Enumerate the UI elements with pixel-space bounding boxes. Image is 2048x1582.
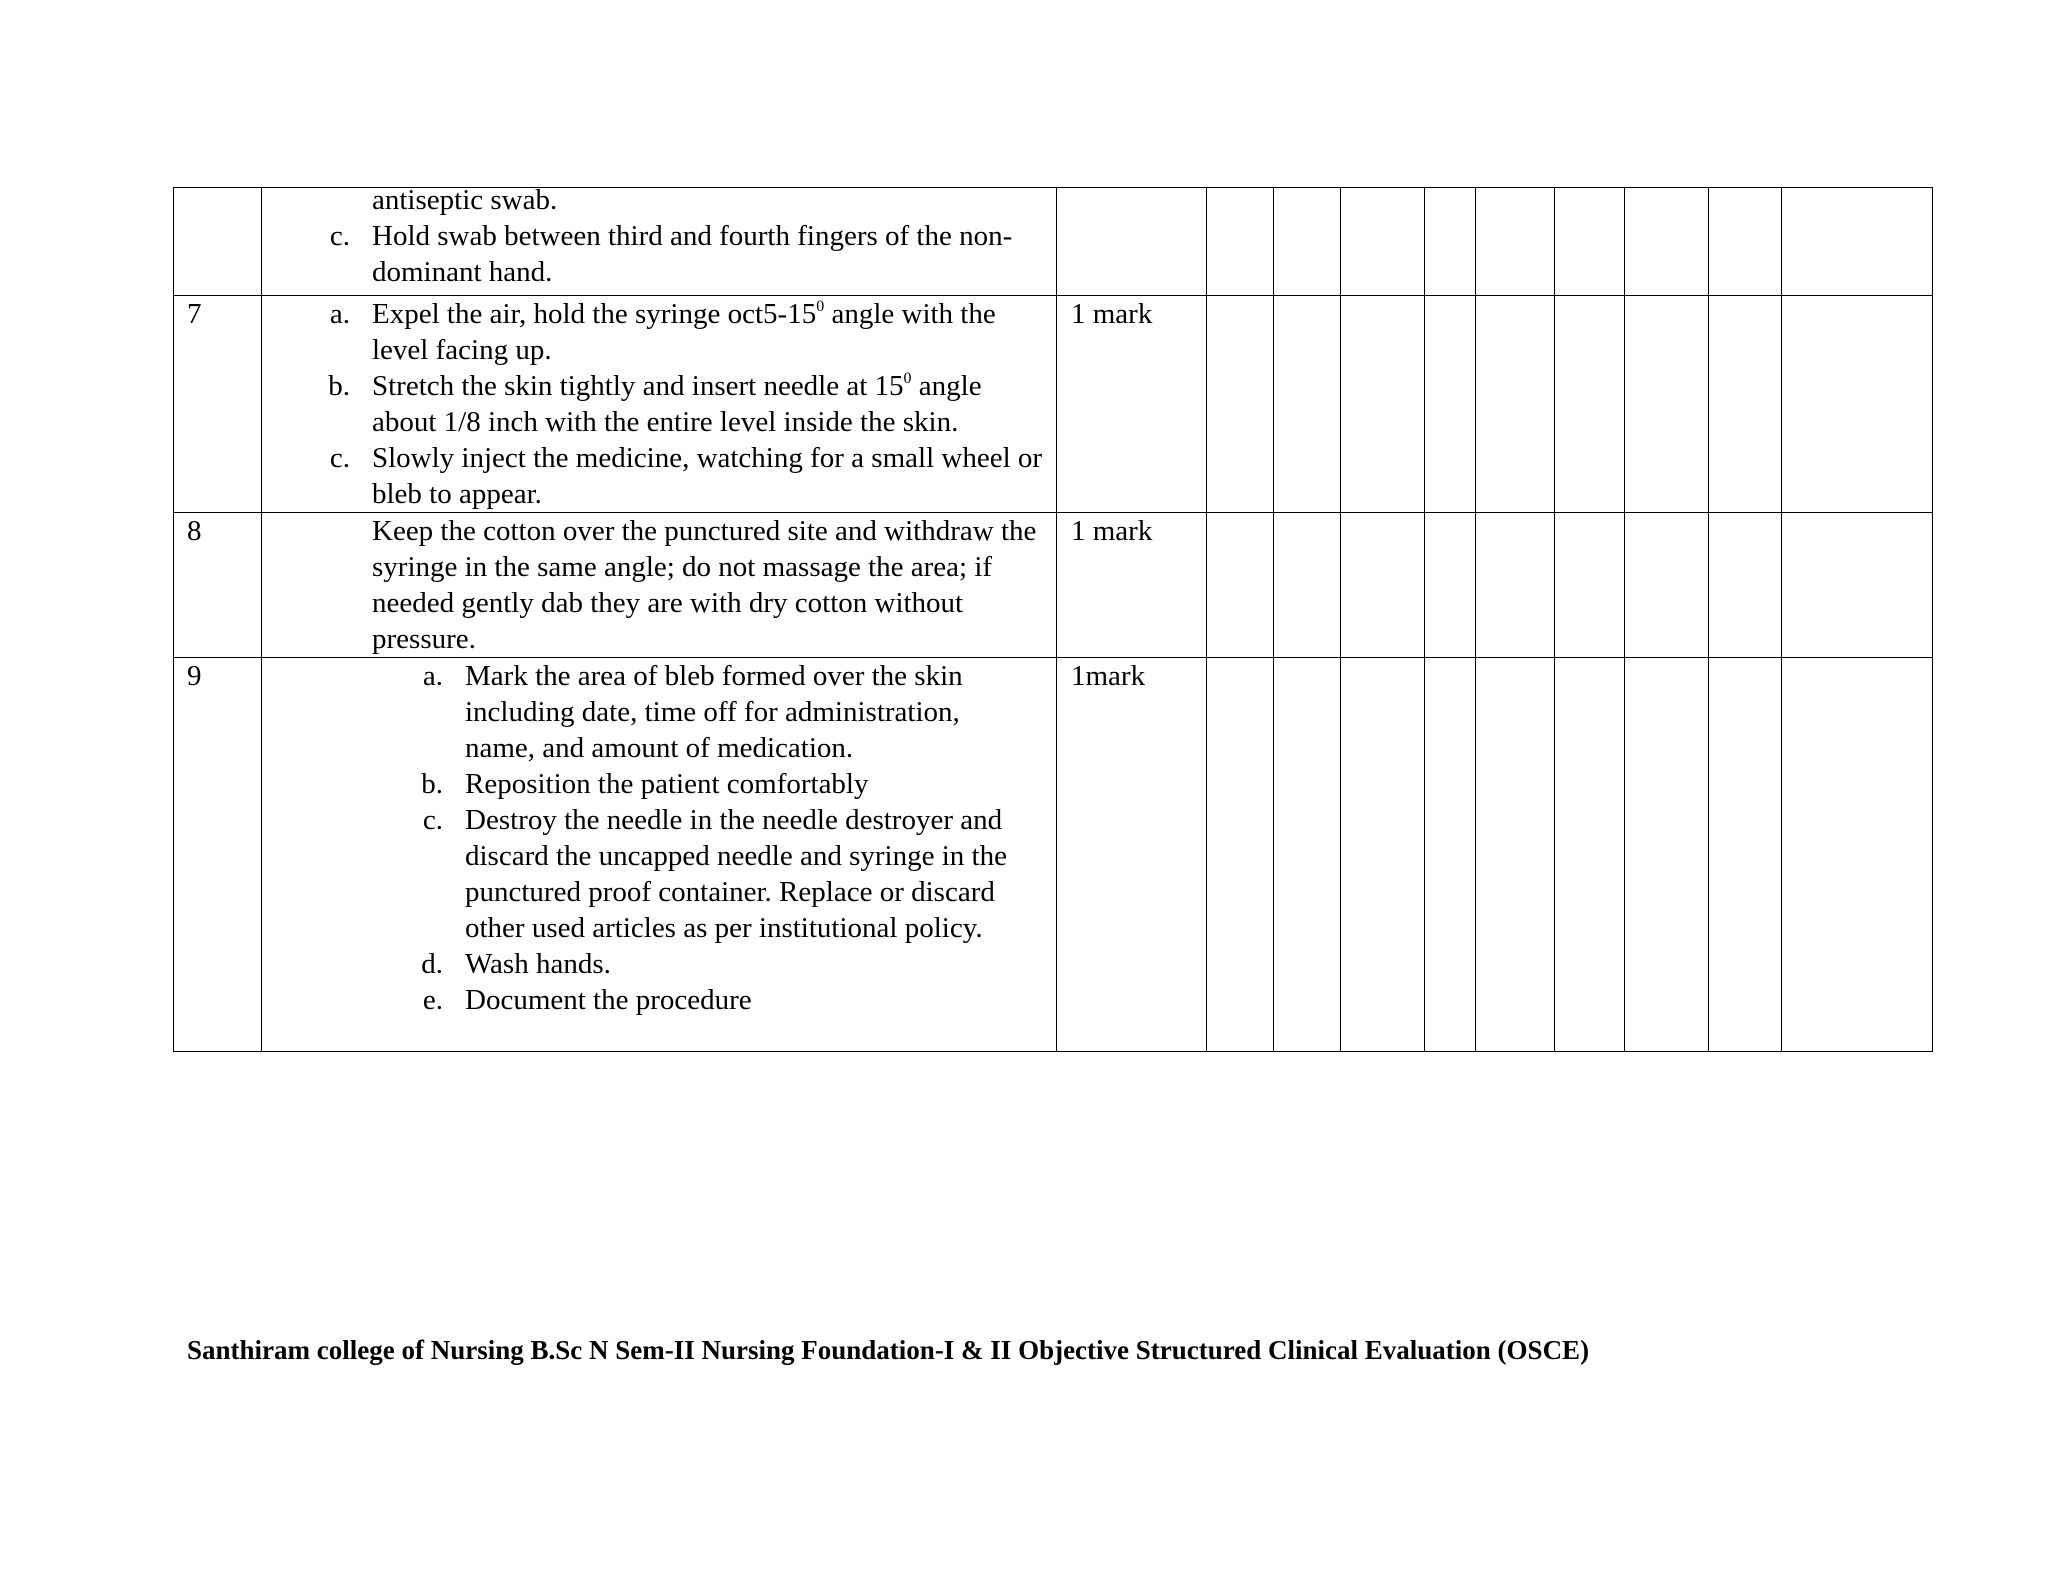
list-item — [262, 658, 1056, 766]
score-cell — [1782, 658, 1933, 1052]
osce-checklist-table — [173, 184, 1933, 1052]
list-item — [262, 513, 1056, 657]
table-row — [174, 658, 1933, 1052]
score-cell — [1207, 658, 1274, 1052]
step-label: b. — [421, 768, 443, 800]
score-cell — [1425, 296, 1476, 513]
step-text: Keep the cotton over the punctured site and withdraw the syringe in the same angle; do not massage the area; if needed gently dab they are with dry cotton without pressure. — [372, 515, 1037, 655]
list-item — [262, 368, 1056, 440]
score-cell — [1341, 296, 1425, 513]
score-cell — [1625, 513, 1709, 658]
step-number-cell: 7 — [174, 296, 262, 513]
list-item — [262, 766, 1056, 802]
score-cell — [1782, 296, 1933, 513]
step-number-cell: 8 — [174, 513, 262, 658]
score-cell — [1555, 658, 1625, 1052]
step-text: Expel the air, hold the syringe $oct5-15^0$ angle with the level facing up. — [372, 298, 996, 366]
list-item — [262, 440, 1056, 512]
score-cell — [1425, 188, 1476, 296]
step-number-cell: 9 — [174, 658, 262, 1052]
step-text: Wash hands. — [465, 948, 611, 980]
list-item — [262, 218, 1056, 290]
step-text: Slowly inject the medicine, watching for a small wheel or bleb to appear. — [372, 442, 1043, 510]
score-cell — [1625, 296, 1709, 513]
score-cell — [1709, 658, 1782, 1052]
score-cell — [1709, 188, 1782, 296]
score-cell — [1207, 296, 1274, 513]
degree-superscript: 0 — [816, 298, 825, 315]
step-label: c. — [329, 442, 350, 474]
score-cell — [1782, 513, 1933, 658]
page-footer: Santhiram college of Nursing B.Sc N Sem-II Nursing Foundation-I & II Objective Structured Clinical Evaluation (OSCE) — [187, 1335, 1590, 1365]
step-text: Stretch the skin tightly and insert needle at $15^0$ angle about 1/8 inch with the entire level inside the skin. — [372, 370, 982, 438]
marks-cell — [1057, 188, 1207, 296]
step-label: d. — [421, 948, 443, 980]
procedure-cell — [262, 296, 1057, 513]
step-text: Destroy the needle in the needle destroyer and discard the uncapped needle and syringe in the punctured proof container. Replace or discard other used articles as per institutional policy. — [465, 804, 1007, 944]
marks-cell: 1mark — [1057, 658, 1207, 1052]
step-label: a. — [422, 660, 443, 692]
step-text: antiseptic swab. — [372, 184, 558, 216]
table-row — [174, 296, 1933, 513]
score-cell — [1274, 658, 1341, 1052]
score-cell — [1425, 513, 1476, 658]
score-cell — [1555, 296, 1625, 513]
list-item — [262, 946, 1056, 982]
list-item — [262, 982, 1056, 1018]
step-number-cell — [174, 188, 262, 296]
score-cell — [1425, 658, 1476, 1052]
procedure-cell — [262, 658, 1057, 1052]
score-cell — [1341, 513, 1425, 658]
score-cell — [1709, 296, 1782, 513]
score-cell — [1625, 188, 1709, 296]
degree-superscript: 0 — [903, 370, 912, 387]
step-text: Mark the area of bleb formed over the skin including date, time off for administration, name, and amount of medication. — [465, 660, 963, 764]
list-item — [262, 802, 1056, 946]
score-cell — [1341, 188, 1425, 296]
score-cell — [1341, 658, 1425, 1052]
score-cell — [1782, 188, 1933, 296]
step-text: Document the procedure — [465, 984, 752, 1016]
list-item — [262, 182, 1056, 218]
score-cell — [1555, 513, 1625, 658]
marks-cell: 1 mark — [1057, 513, 1207, 658]
marks-cell: 1 mark — [1057, 296, 1207, 513]
score-cell — [1476, 658, 1555, 1052]
score-cell — [1274, 296, 1341, 513]
score-cell — [1476, 296, 1555, 513]
score-cell — [1274, 188, 1341, 296]
score-cell — [1709, 513, 1782, 658]
step-label: e. — [422, 984, 443, 1016]
table-row — [174, 513, 1933, 658]
step-label: b. — [328, 370, 350, 402]
step-label: c. — [422, 804, 443, 836]
score-cell — [1555, 188, 1625, 296]
step-text: Reposition the patient comfortably — [465, 768, 869, 800]
score-cell — [1476, 513, 1555, 658]
score-cell — [1625, 658, 1709, 1052]
score-cell — [1207, 513, 1274, 658]
step-label: a. — [329, 298, 350, 330]
table-row-continuation — [174, 188, 1933, 296]
procedure-cell — [262, 184, 1057, 296]
list-item — [262, 296, 1056, 368]
score-cell — [1207, 188, 1274, 296]
step-text: Hold swab between third and fourth fingers of the non-dominant hand. — [372, 220, 1013, 288]
procedure-cell — [262, 513, 1057, 658]
score-cell — [1274, 513, 1341, 658]
step-label: c. — [329, 220, 350, 252]
score-cell — [1476, 188, 1555, 296]
